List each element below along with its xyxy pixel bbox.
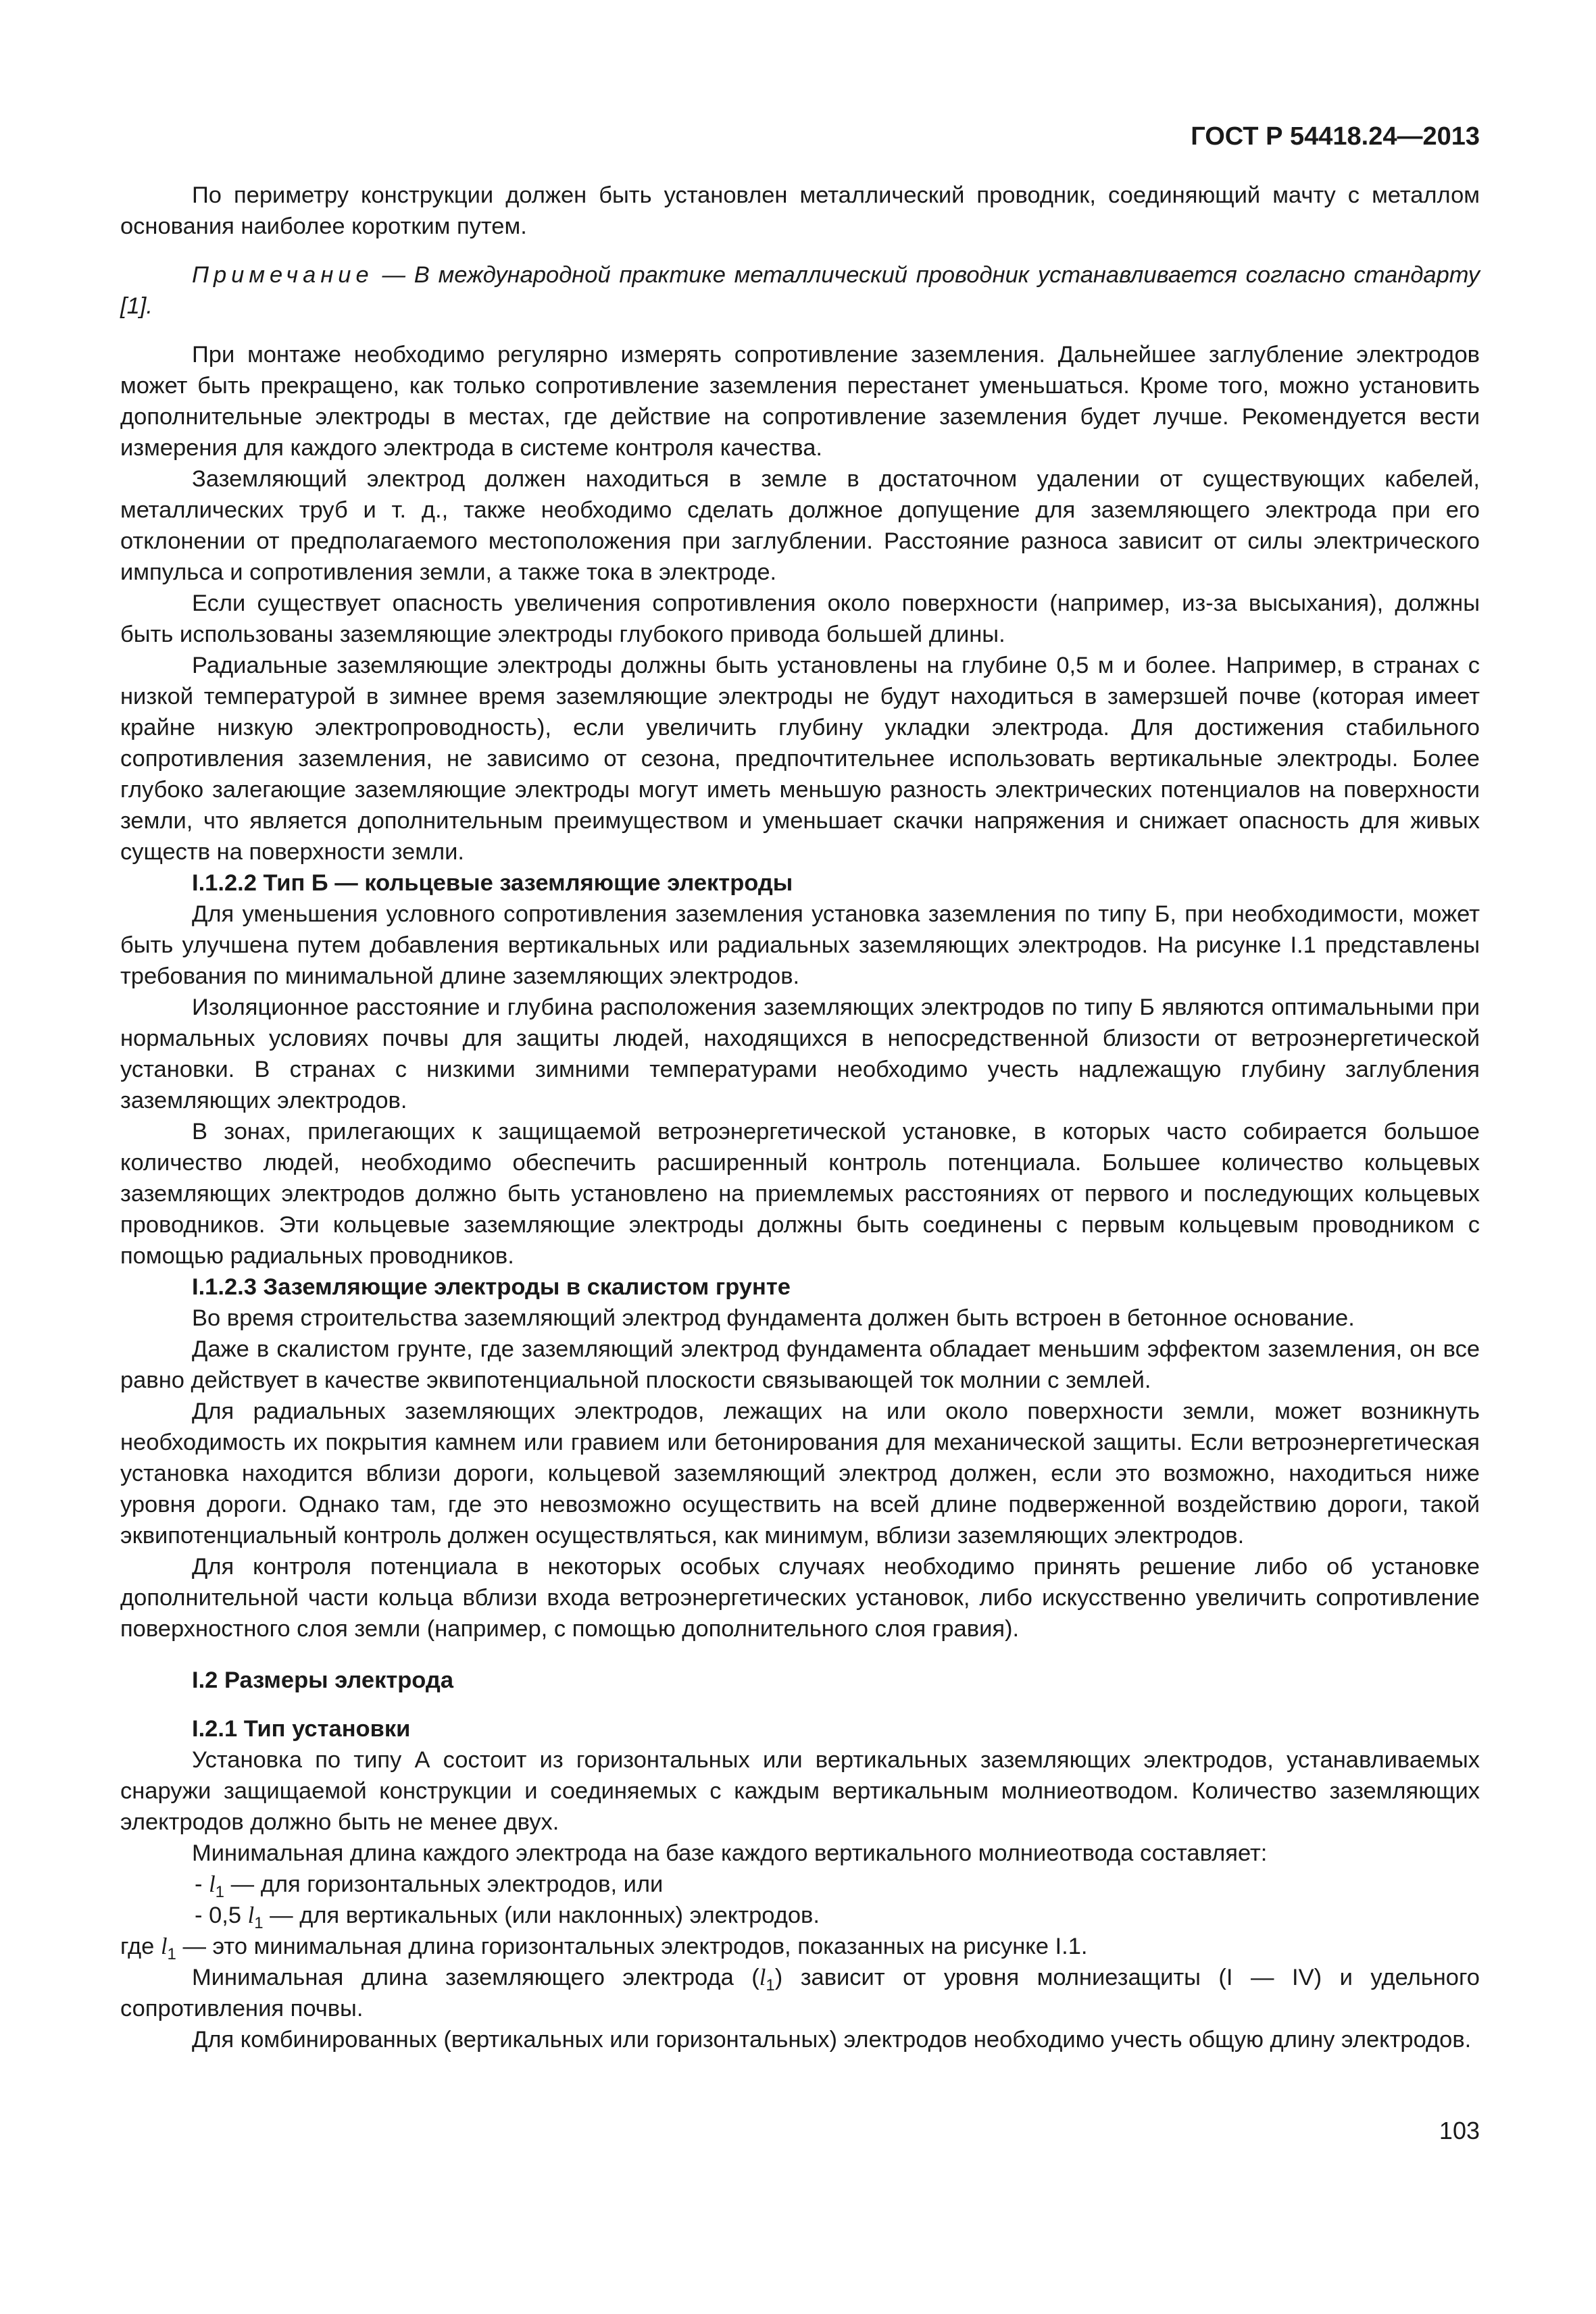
paragraph: В зонах, прилегающих к защищаемой ветроэнергетической установке, в которых часто собирается большое количество людей, необходимо обеспечить расширенный контроль потенциала. Большее количество кольцевых заземляющих электродов должно быть установлено на приемлемых расстояниях от первого и последующих кольцевых проводников. Эти кольцевые заземляющие электроды должны быть соединены с первым кольцевым проводником с помощью радиальных проводников. xyxy=(120,1119,1480,1269)
paragraph: Минимальная длина каждого электрода на базе каждого вертикального молниеотвода составляет: xyxy=(192,1840,1268,1866)
page-number: 103 xyxy=(1439,2117,1480,2144)
paragraph: Радиальные заземляющие электроды должны быть установлены на глубине 0,5 м и более. Например, в странах с низкой температурой в зимнее время заземляющие электроды не будут находиться в замерзшей почве (которая имеет крайне низкую электропроводность), если увеличить глубину укладки электрода. Для достижения стабильного сопротивления заземления, не зависимо от сезона, предпочтительнее использовать вертикальные электроды. Более глубоко залегающие заземляющие электроды могут иметь меньшую разность электрических потенциалов на поверхности земли, что является дополнительным преимуществом и уменьшает скачки напряжения и снижает опасность для живых существ на поверхности земли. xyxy=(120,653,1480,865)
paragraph: Для контроля потенциала в некоторых особых случаях необходимо принять решение либо об установке дополнительной части кольца вблизи входа ветроэнергетических установок, либо искусственно увеличить сопротивление поверхностного слоя земли (например, с помощью дополнительного слоя гравия). xyxy=(120,1554,1480,1642)
variable-l: l xyxy=(247,1903,255,1928)
where-line: где $l_1$ — это минимальная длина горизонтальных электродов, показанных на рисунке I.1. xyxy=(120,1934,1088,1963)
list-item: - 0,5 $l_1$ — для вертикальных (или наклонных) электродов. xyxy=(195,1903,820,1932)
section-heading: I.2.1 Тип установки xyxy=(192,1716,411,1742)
paragraph: При монтаже необходимо регулярно измерять сопротивление заземления. Дальнейшее заглубление электродов может быть прекращено, как только сопротивление заземления перестанет уменьшаться. Кроме того, можно установить дополнительные электроды в местах, где действие на сопротивление заземления будет лучше. Рекомендуется вести измерения для каждого электрода в системе контроля качества. xyxy=(120,342,1480,461)
variable-subscript: 1 xyxy=(766,1976,775,1994)
list-item: - $l_1$ — для горизонтальных электродов, или xyxy=(195,1871,664,1901)
variable-l: l xyxy=(160,1934,168,1959)
paragraph: Заземляющий электрод должен находиться в земле в достаточном удалении от существующих кабелей, металлических труб и т. д., также необходимо сделать должное допущение для заземляющего электрода при его отклонении от предполагаемого местоположения при заглублении. Расстояние разноса зависит от силы электрического импульса и сопротивления земли, а также тока в электроде. xyxy=(120,466,1480,585)
variable-subscript: 1 xyxy=(167,1944,176,1963)
variable-subscript: 1 xyxy=(254,1913,264,1932)
note-paragraph xyxy=(120,259,1480,322)
paragraph: Если существует опасность увеличения сопротивления около поверхности (например, из-за высыхания), должны быть использованы заземляющие электроды глубокого привода большей длины. xyxy=(120,590,1480,647)
document-page xyxy=(120,120,1480,2055)
note-label: Примечание xyxy=(192,262,374,288)
document-code-header: ГОСТ Р 54418.24—2013 xyxy=(1191,122,1480,151)
paragraph: Изоляционное расстояние и глубина расположения заземляющих электродов по типу Б являются оптимальными при нормальных условиях почвы для защиты людей, находящихся в непосредственной близости от ветроэнергетической установки. В странах с низкими зимними температурами необходимо учесть надлежащую глубину заглубления заземляющих электродов. xyxy=(120,995,1480,1113)
section-heading: I.1.2.2 Тип Б — кольцевые заземляющие электроды xyxy=(192,870,793,896)
paragraph: Установка по типу А состоит из горизонтальных или вертикальных заземляющих электродов, устанавливаемых снаружи защищаемой конструкции и соединяемых с каждым вертикальным молниеотводом. Количество заземляющих электродов должно быть не менее двух. xyxy=(120,1747,1480,1835)
note-text: — В международной практике металлический проводник устанавливается согласно стандарту [1]. xyxy=(120,262,1480,319)
variable-l: l xyxy=(209,1871,216,1897)
variable-l: l xyxy=(759,1965,766,1990)
section-heading: I.2 Размеры электрода xyxy=(192,1667,454,1693)
variable-subscript: 1 xyxy=(215,1882,225,1901)
section-heading: I.1.2.3 Заземляющие электроды в скалистом грунте xyxy=(192,1274,791,1300)
paragraph: Для уменьшения условного сопротивления заземления установка заземления по типу Б, при необходимости, может быть улучшена путем добавления вертикальных или радиальных заземляющих электродов. На рисунке I.1 представлены требования по минимальной длине заземляющих электродов. xyxy=(120,901,1480,989)
paragraph: По периметру конструкции должен быть установлен металлический проводник, соединяющий мачту с металлом основания наиболее коротким путем. xyxy=(120,182,1480,239)
paragraph: Для радиальных заземляющих электродов, лежащих на или около поверхности земли, может возникнуть необходимость их покрытия камнем или гравием или бетонирования для механической защиты. Если ветроэнергетическая установка находится вблизи дороги, кольцевой заземляющий электрод должен, если это возможно, находиться ниже уровня дороги. Однако там, где это невозможно осуществить на всей длине подверженной воздействию дороги, такой эквипотенциальный контроль должен осуществляться, как минимум, вблизи заземляющих электродов. xyxy=(120,1399,1480,1549)
paragraph: Во время строительства заземляющий электрод фундамента должен быть встроен в бетонное основание. xyxy=(192,1305,1355,1331)
paragraph: Для комбинированных (вертикальных или горизонтальных) электродов необходимо учесть общую длину электродов. xyxy=(192,2027,1472,2053)
paragraph: Минимальная длина заземляющего электрода $(l_1)$ зависит от уровня молниезащиты (I — IV) и удельного сопротивления почвы. xyxy=(120,1965,1480,2021)
paragraph: Даже в скалистом грунте, где заземляющий электрод фундамента обладает меньшим эффектом заземления, он все равно действует в качестве эквипотенциальной плоскости связывающей ток молнии с землей. xyxy=(120,1336,1480,1393)
